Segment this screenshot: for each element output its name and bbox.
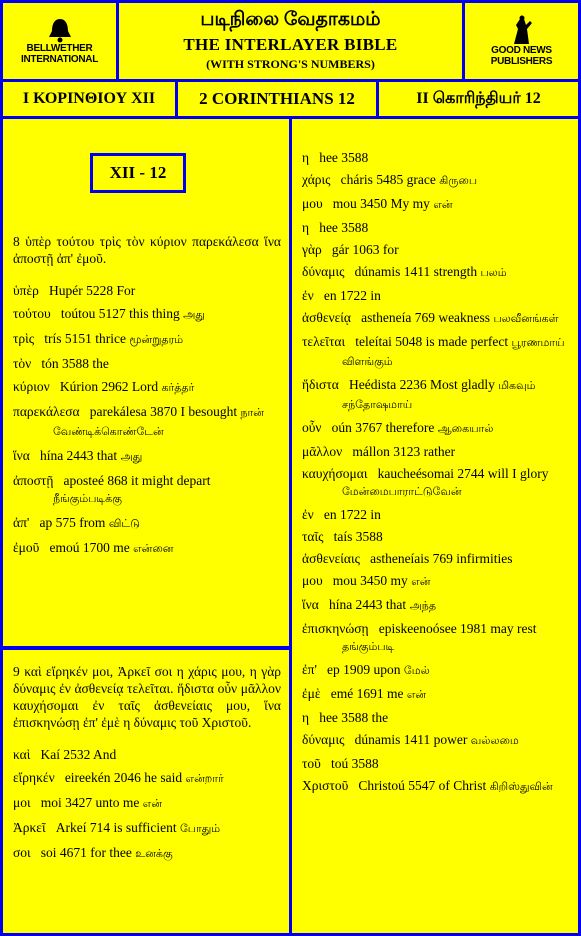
- translit-strongs-gloss: ep 1909 upon: [323, 662, 401, 677]
- word-entry: [302, 528, 570, 545]
- translit-strongs-gloss: emé 1691 me: [327, 686, 404, 701]
- translit-strongs-gloss: trís 5151 thrice: [40, 331, 126, 346]
- greek-word: παρεκάλεσα: [13, 404, 80, 419]
- verse-9-word-list: [13, 746, 281, 863]
- greek-word: ἥδιστα: [302, 377, 339, 392]
- greek-word: ταῖς: [302, 529, 324, 544]
- translit-strongs-gloss: aposteé 868 it might depart: [60, 473, 211, 488]
- tamil-gloss: நான் வேண்டிக்கொண்டேன்: [53, 407, 264, 438]
- page-subtitle: (WITH STRONG'S NUMBERS): [206, 57, 375, 71]
- translit-strongs-gloss: hee 3588: [315, 150, 369, 165]
- page-title: THE INTERLAYER BIBLE: [183, 35, 398, 54]
- word-entry: [13, 447, 281, 466]
- translit-strongs-gloss: taís 3588: [330, 529, 383, 544]
- greek-word: οὖν: [302, 420, 322, 435]
- word-entry: [302, 171, 570, 190]
- tamil-gloss: நீங்கும்படிக்கு: [53, 493, 122, 505]
- word-entry: [302, 596, 570, 615]
- translit-strongs-gloss: parekálesa 3870 I besought: [86, 404, 238, 419]
- greek-word: η: [302, 150, 310, 165]
- translit-strongs-gloss: hee 3588: [315, 220, 369, 235]
- word-entry: [13, 746, 281, 763]
- translit-strongs-gloss: astheneíais 769 infirmities: [366, 551, 513, 566]
- verse-8-content: [13, 233, 281, 564]
- word-entry: [302, 241, 570, 258]
- greek-word: εἴρηκέν: [13, 770, 55, 785]
- tamil-gloss: அந்த: [409, 600, 437, 612]
- translit-strongs-gloss: soi 4671 for thee: [37, 845, 132, 860]
- greek-word: τελεῖται: [302, 334, 346, 349]
- tamil-gloss: என்னை: [133, 543, 174, 555]
- tamil-gloss: வல்லமை: [470, 735, 519, 747]
- greek-word: τὸν: [13, 356, 32, 371]
- translit-strongs-gloss: Kúrion 2962 Lord: [56, 379, 159, 394]
- word-entry: [13, 305, 281, 324]
- english-reference: [178, 82, 376, 116]
- word-entry: [302, 709, 570, 726]
- word-entry: [13, 844, 281, 863]
- greek-word: μου: [302, 196, 323, 211]
- tamil-gloss: உனக்கு: [135, 848, 173, 860]
- translit-strongs-gloss: Kaí 2532 And: [37, 747, 117, 762]
- verse-8-text: 8 ὑπὲρ τούτου τρὶς τὸν κύριον παρεκάλεσα ἵνα ἀποστῇ ἀπ' ἐμοῦ.: [13, 234, 281, 266]
- word-entry: [302, 731, 570, 750]
- greek-word: ἵνα: [302, 597, 319, 612]
- tamil-gloss: என்: [142, 798, 162, 810]
- word-entry: [13, 794, 281, 813]
- greek-word: ἀσθενείᾳ: [302, 310, 351, 325]
- translit-strongs-gloss: hee 3588 the: [315, 710, 389, 725]
- greek-word: ἵνα: [13, 448, 30, 463]
- left-logo-text: BELLWETHER INTERNATIONAL: [20, 43, 99, 65]
- word-entry: [302, 755, 570, 772]
- greek-word: τοῦ: [302, 756, 321, 771]
- translit-strongs-gloss: mou 3450 my: [329, 573, 408, 588]
- tamil-gloss: தங்கும்படி: [342, 641, 395, 653]
- translit-strongs-gloss: dúnamis 1411 power: [351, 732, 468, 747]
- tamil-gloss: என்: [411, 576, 431, 588]
- greek-word: ἐπισκηνώσῃ: [302, 621, 369, 636]
- word-entry: [302, 620, 570, 656]
- bellwether-logo: [3, 3, 116, 79]
- english-book: 2 CORINTHIANS: [199, 89, 334, 108]
- translit-strongs-gloss: Christoú 5547 of Christ: [355, 778, 487, 793]
- translit-strongs-gloss: gár 1063 for: [328, 242, 399, 257]
- good-news-logo: [465, 3, 578, 79]
- translit-strongs-gloss: tón 3588 the: [38, 356, 109, 371]
- greek-word: ἐπ': [302, 662, 317, 677]
- word-entry: [13, 539, 281, 558]
- greek-word: ἐμοῦ: [13, 540, 40, 555]
- greek-word: ἀποστῇ: [13, 473, 54, 488]
- tamil-gloss: ஆகையால்: [437, 423, 494, 435]
- greek-word: σοι: [13, 845, 31, 860]
- verse-9-panel: [3, 650, 289, 933]
- greek-word: καυχήσομαι: [302, 466, 368, 481]
- tamil-gloss: கிருபை: [439, 175, 478, 187]
- translit-strongs-gloss: en 1722 in: [320, 507, 381, 522]
- translit-strongs-gloss: teleítai 5048 is made perfect: [351, 334, 509, 349]
- tamil-reference: [379, 82, 578, 116]
- translit-strongs-gloss: hína 2443 that: [325, 597, 407, 612]
- translit-strongs-gloss: eireekén 2046 he said: [61, 770, 183, 785]
- greek-reference: I ΚΟΡΙΝΘΙΟΥ XII: [3, 82, 175, 116]
- tamil-gloss: என்: [406, 689, 427, 701]
- verse-8-word-list: [13, 282, 281, 558]
- greek-word: δύναμις: [302, 264, 345, 279]
- word-entry: [13, 769, 281, 788]
- word-entry: [13, 355, 281, 372]
- word-entry: [302, 419, 570, 438]
- translit-strongs-gloss: mállon 3123 rather: [349, 444, 456, 459]
- translit-strongs-gloss: toú 3588: [327, 756, 379, 771]
- title-block: [119, 3, 462, 79]
- translit-strongs-gloss: moi 3427 unto me: [37, 795, 140, 810]
- verse-9-continued-word-list: [302, 149, 570, 801]
- word-entry: [13, 514, 281, 533]
- translit-strongs-gloss: en 1722 in: [320, 288, 381, 303]
- translit-strongs-gloss: Arkeí 714 is sufficient: [52, 820, 177, 835]
- greek-word: τούτου: [13, 306, 51, 321]
- verse-9-continued-panel: [292, 119, 578, 933]
- word-entry: [302, 195, 570, 214]
- greek-word: ἐμὲ: [302, 686, 321, 701]
- translit-strongs-gloss: Heédista 2236 Most gladly: [345, 377, 495, 392]
- translit-strongs-gloss: dúnamis 1411 strength: [351, 264, 478, 279]
- greek-word: η: [302, 710, 310, 725]
- word-entry: [302, 149, 570, 166]
- verse-9-text: 9 καὶ εἴρηκέν μοι, Ἀρκεῖ σοι η χάρις μου, η γὰρ δύναμις ἐν ἀσθενείᾳ τελεῖται. ἥδιστα οὖν μᾶλλον καυχήσομαι ἐν ταῖς ἀσθενείαις μου, ἵνα ἐπισκηνώσῃ ἐπ' ἐμὲ η δύναμις τοῦ Χριστοῦ.: [13, 664, 281, 730]
- word-entry: [13, 472, 281, 508]
- translit-strongs-gloss: ap 575 from: [36, 515, 106, 530]
- translit-strongs-gloss: emoú 1700 me: [46, 540, 130, 555]
- word-entry: [13, 330, 281, 349]
- translit-strongs-gloss: episkeenoósee 1981 may rest: [375, 621, 537, 636]
- english-chapter: 12: [337, 89, 355, 108]
- tamil-gloss: மூன்றுதரம்: [129, 334, 184, 346]
- word-entry: [302, 263, 570, 282]
- tamil-gloss: அது: [183, 309, 205, 321]
- word-entry: [302, 465, 570, 501]
- tamil-gloss: மேல்: [403, 665, 430, 677]
- greek-word: ἀσθενείαις: [302, 551, 360, 566]
- word-entry: [302, 219, 570, 236]
- translit-strongs-gloss: mou 3450 My my: [329, 196, 430, 211]
- verse-8-panel: [3, 119, 289, 646]
- tamil-gloss: பூரணமாய் விளங்கும்: [342, 337, 565, 368]
- greek-word: ὑπὲρ: [13, 283, 39, 298]
- greek-word: καὶ: [13, 747, 31, 762]
- tamil-book: II கொரிந்தியர்: [416, 90, 521, 107]
- greek-word: Ἀρκεῖ: [13, 820, 46, 835]
- greek-word: μᾶλλον: [302, 444, 343, 459]
- word-entry: [302, 572, 570, 591]
- translit-strongs-gloss: Hupér 5228 For: [45, 283, 136, 298]
- word-entry: [302, 506, 570, 523]
- translit-strongs-gloss: toútou 5127 this thing: [57, 306, 180, 321]
- word-entry: [13, 378, 281, 397]
- tamil-gloss: பலவீனங்கள்: [493, 313, 559, 325]
- herald-icon: [508, 15, 536, 45]
- word-entry: [302, 550, 570, 567]
- tamil-gloss: மிகவும் சந்தோஷமாய்: [342, 380, 536, 411]
- greek-word: μοι: [13, 795, 31, 810]
- word-entry: [302, 661, 570, 680]
- greek-word: Χριστοῦ: [302, 778, 349, 793]
- greek-word: ἀπ': [13, 515, 30, 530]
- translit-strongs-gloss: hína 2443 that: [36, 448, 118, 463]
- title-tamil: படிநிலை வேதாகமம்: [200, 9, 381, 30]
- word-entry: [13, 819, 281, 838]
- word-entry: [13, 403, 281, 441]
- word-entry: [302, 443, 570, 460]
- word-entry: [302, 777, 570, 796]
- translit-strongs-gloss: kaucheésomai 2744 will I glory: [374, 466, 549, 481]
- greek-word: δύναμις: [302, 732, 345, 747]
- word-entry: [302, 333, 570, 371]
- word-entry: [302, 376, 570, 414]
- greek-word: ἐν: [302, 288, 314, 303]
- translit-strongs-gloss: cháris 5485 grace: [337, 172, 436, 187]
- word-entry: [13, 282, 281, 299]
- bell-icon: [46, 17, 74, 43]
- word-entry: [302, 309, 570, 328]
- tamil-gloss: என்: [433, 199, 453, 211]
- word-entry: [302, 685, 570, 704]
- right-logo-text: GOOD NEWS PUBLISHERS: [490, 45, 553, 67]
- tamil-gloss: மேன்மைபாராட்டுவேன்: [342, 486, 462, 498]
- chapter-badge: XII - 12: [90, 153, 186, 193]
- tamil-gloss: விட்டு: [108, 518, 140, 530]
- tamil-gloss: என்றார்: [185, 773, 224, 785]
- verse-9-content: [13, 663, 281, 869]
- tamil-chapter: 12: [524, 90, 541, 107]
- greek-word: κύριον: [13, 379, 50, 394]
- tamil-gloss: பலம்: [480, 267, 507, 279]
- translit-strongs-gloss: oún 3767 therefore: [328, 420, 435, 435]
- greek-word: ἐν: [302, 507, 314, 522]
- translit-strongs-gloss: astheneía 769 weakness: [357, 310, 491, 325]
- tamil-gloss: கிறிஸ்துவின்: [489, 781, 553, 793]
- greek-word: χάρις: [302, 172, 331, 187]
- greek-word: γὰρ: [302, 242, 322, 257]
- greek-word: η: [302, 220, 310, 235]
- tamil-gloss: போதும்: [179, 823, 221, 835]
- greek-word: μου: [302, 573, 323, 588]
- greek-word: τρὶς: [13, 331, 35, 346]
- tamil-gloss: கர்த்தர்: [161, 382, 195, 394]
- word-entry: [302, 287, 570, 304]
- tamil-gloss: அது: [120, 451, 143, 463]
